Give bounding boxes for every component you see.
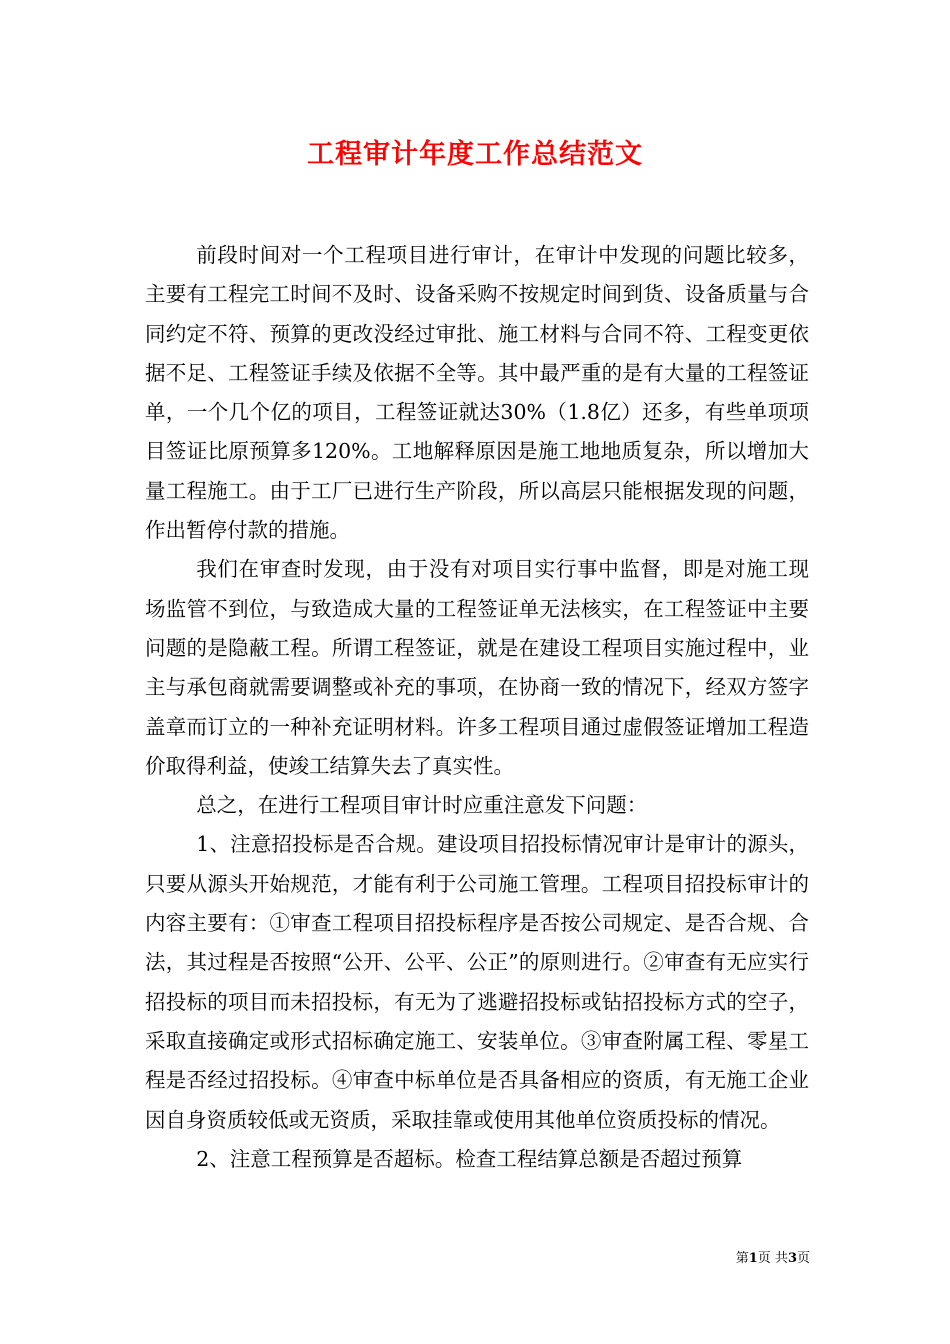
paragraph-2: 我们在审查时发现，由于没有对项目实行事中监督，即是对施工现场监管不到位，与致造成大量的工程签证单无法核实，在工程签证中主要问题的是隐蔽工程。所谓工程签证，就是在建设工程项目实施过程中，业主与承包商就需要调整或补充的事项，在协商一致的情况下，经双方签字盖章而订立的一种补充证明材料。许多工程项目通过虚假签证增加工程造价取得利益，使竣工结算失去了真实性。 bbox=[145, 557, 809, 778]
page-number-footer bbox=[736, 1247, 810, 1266]
document-body bbox=[145, 236, 809, 1179]
footer-current-page: 1 bbox=[748, 1251, 758, 1266]
footer-prefix: 第 bbox=[735, 1251, 749, 1266]
document-title: 工程审计年度工作总结范文 bbox=[307, 139, 643, 170]
footer-middle: 页 共 bbox=[757, 1251, 788, 1266]
paragraph-1: 前段时间对一个工程项目进行审计，在审计中发现的问题比较多，主要有工程完工时间不及时、设备采购不按规定时间到货、设备质量与合同约定不符、预算的更改没经过审批、施工材料与合同不符、工程变更依据不足、工程签证手续及依据不全等。其中最严重的是有大量的工程签证单，一个几个亿的项目，工程签证就达30%（1.8亿）还多，有些单项项目签证比原预算多120%。工地解释原因是施工地地质复杂，所以增加大量工程施工。由于工厂已进行生产阶段，所以高层只能根据发现的问题，作出暂停付款的措施。 bbox=[145, 243, 809, 543]
footer-suffix: 页 bbox=[796, 1251, 810, 1266]
paragraph-list-item-1: 1、注意招投标是否合规。建设项目招投标情况审计是审计的源头，只要从源头开始规范，才能有利于公司施工管理。工程项目招投标审计的内容主要有：①审查工程项目招投标程序是否按公司规定、是否合规、合法，其过程是否按照“公开、公平、公正”的原则进行。②审查有无应实行招投标的项目而未招投标，有无为了逃避招投标或钻招投标方式的空子，采取直接确定或形式招标确定施工、安装单位。③审查附属工程、零星工程是否经过招投标。④审查中标单位是否具备相应的资质，有无施工企业因自身资质较低或无资质，采取挂靠或使用其他单位资质投标的情况。 bbox=[145, 832, 809, 1132]
footer-total-pages: 3 bbox=[787, 1251, 797, 1266]
paragraph-list-item-2: 2、注意工程预算是否超标。检查工程结算总额是否超过预算 bbox=[196, 1146, 743, 1171]
paragraph-3: 总之，在进行工程项目审计时应重注意发下问题： bbox=[196, 793, 648, 818]
